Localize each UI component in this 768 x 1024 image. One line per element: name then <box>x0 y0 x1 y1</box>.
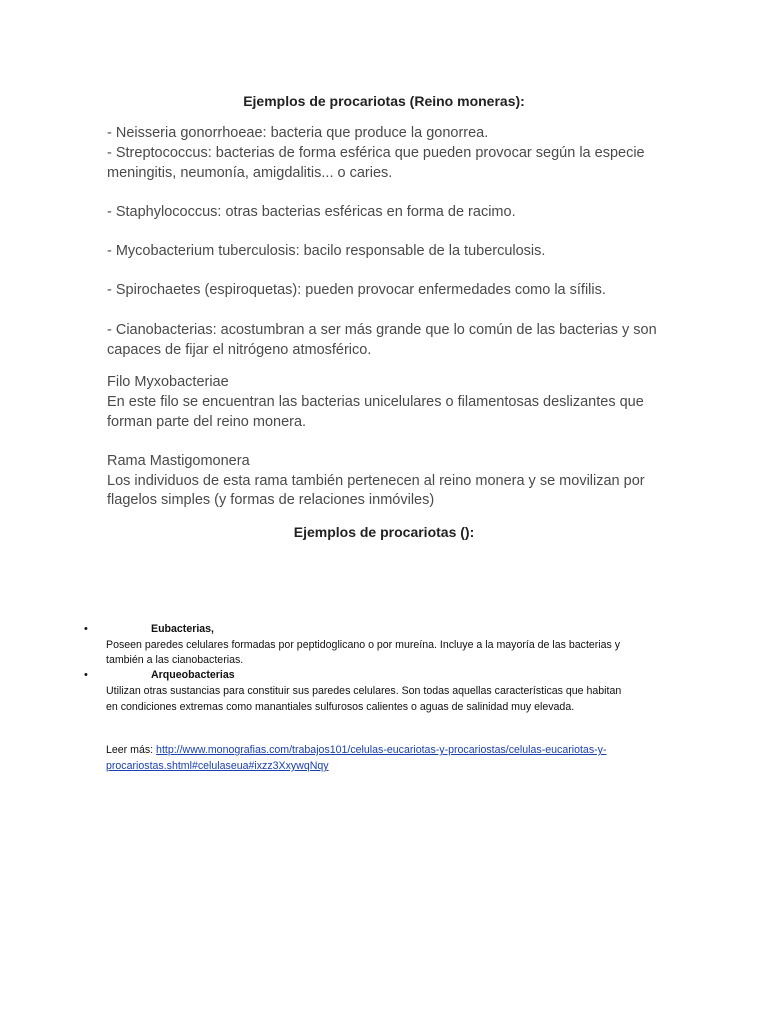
read-more-link[interactable]: http://www.monografias.com/trabajos101/celulas-eucariotas-y-procariostas/celulas-eucariotas-y- <box>156 744 607 756</box>
arqueobacterias-text-line2: en condiciones extremas como manantiales sulfurosos calientes o aguas de salinidad muy elevada. <box>106 701 575 713</box>
rama-text-line2: flagelos simples (y formas de relaciones inmóviles) <box>107 492 435 508</box>
rama-heading: Rama Mastigomonera <box>107 453 250 469</box>
filo-text-line1: En este filo se encuentran las bacterias unicelulares o filamentosas deslizantes que <box>107 394 644 410</box>
filo-heading: Filo Myxobacteriae <box>107 374 229 390</box>
list-item-staphylococcus: - Staphylococcus: otras bacterias esféricas en forma de racimo. <box>107 204 516 220</box>
eubacterias-text-line2: también a las cianobacterias. <box>106 654 244 666</box>
list-item-cianobacterias: - Cianobacterias: acostumbran a ser más grande que lo común de las bacterias y son <box>107 322 657 338</box>
title-procariotas: Ejemplos de procariotas (): <box>293 524 475 540</box>
list-item-streptococcus: - Streptococcus: bacterias de forma esférica que pueden provocar según la especie <box>107 145 645 161</box>
bullet-marker: • <box>84 669 88 681</box>
list-item-cianobacterias-cont: capaces de fijar el nitrógeno atmosférico. <box>107 342 372 358</box>
filo-text-line2: forman parte del reino monera. <box>107 414 307 430</box>
bullet-heading-arqueobacterias: Arqueobacterias <box>151 669 235 681</box>
list-item-neisseria: - Neisseria gonorrhoeae: bacteria que produce la gonorrea. <box>107 125 489 141</box>
read-more-label: Leer más: <box>106 744 157 756</box>
rama-text-line1: Los individuos de esta rama también pertenecen al reino monera y se movilizan por <box>107 473 645 489</box>
read-more-link-cont[interactable]: procariostas.shtml#celulaseua#ixzz3XxywqNqy <box>106 760 329 772</box>
list-item-spirochaetes: - Spirochaetes (espiroquetas): pueden provocar enfermedades como la sífilis. <box>107 282 606 298</box>
list-item-streptococcus-cont: meningitis, neumonía, amigdalitis... o caries. <box>107 165 393 181</box>
read-more-line1 <box>106 743 676 759</box>
eubacterias-text-line1: Poseen paredes celulares formadas por peptidoglicano o por mureína. Incluye a la mayoría de las bacterias y <box>106 639 621 651</box>
list-item-mycobacterium: - Mycobacterium tuberculosis: bacilo responsable de la tuberculosis. <box>107 243 546 259</box>
title-reino-moneras: Ejemplos de procariotas (Reino moneras): <box>243 93 525 109</box>
bullet-heading-eubacterias: Eubacterias, <box>151 623 215 635</box>
read-more-line2 <box>106 759 676 775</box>
bullet-marker: • <box>84 623 88 635</box>
arqueobacterias-text-line1: Utilizan otras sustancias para constituir sus paredes celulares. Son todas aquellas características que habitan <box>106 685 622 697</box>
